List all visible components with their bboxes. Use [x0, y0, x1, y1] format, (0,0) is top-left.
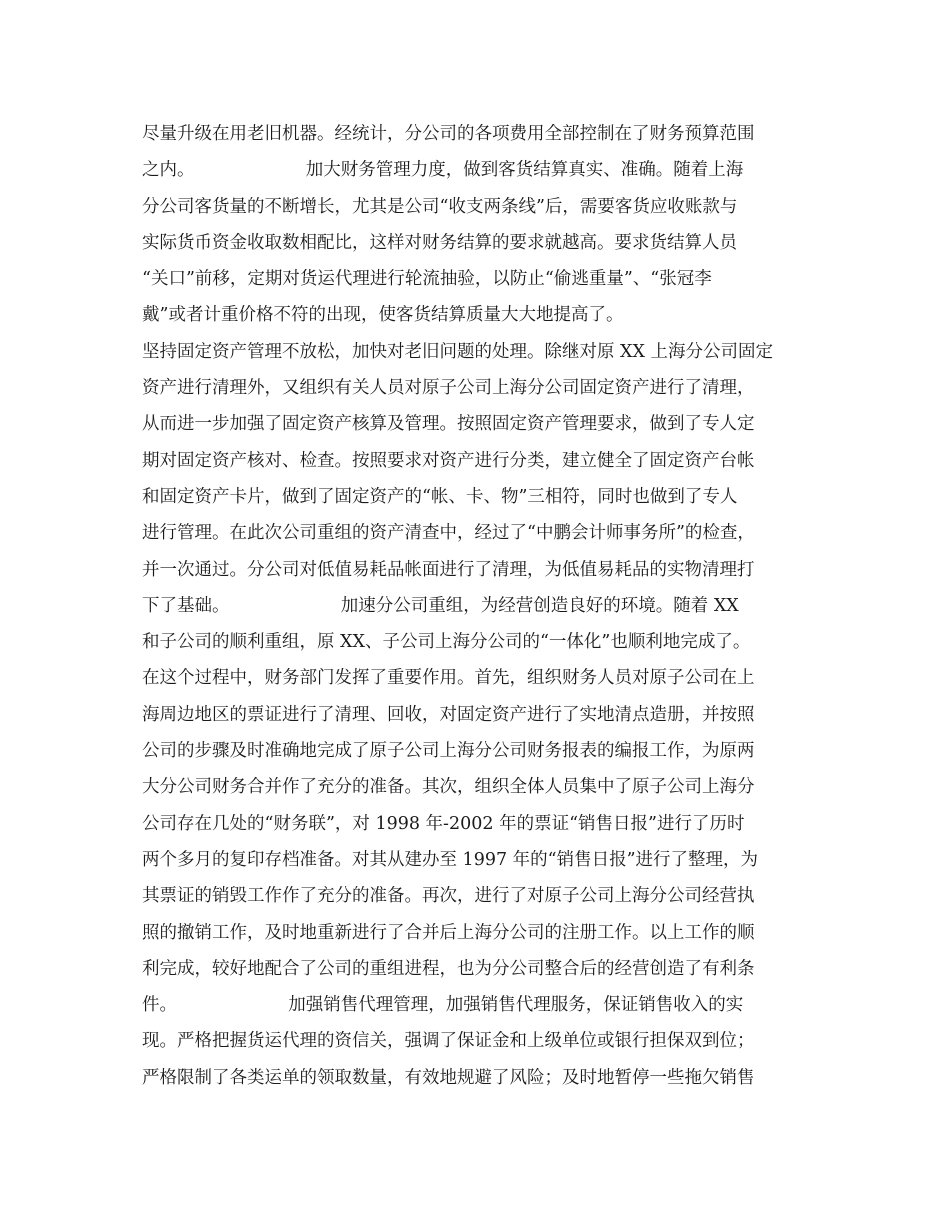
text-line: 严格限制了各类运单的领取数量，有效地规避了风险；及时地暂停一些拖欠销售 — [142, 1067, 755, 1088]
text-line: 利完成，较好地配合了公司的重组进程，也为分公司整合后的经营创造了有利条 — [142, 958, 755, 979]
text-line: 件。 加强销售代理管理，加强销售代理服务，保证销售收入的实 — [142, 995, 744, 1016]
text-line: 分公司客货量的不断增长，尤其是公司“收支两条线”后，需要客货应收账款与 — [142, 196, 738, 217]
text-line: 下了基础。 加速分公司重组，为经营创造良好的环境。随着 XX — [142, 595, 739, 616]
text-line: 在这个过程中，财务部门发挥了重要作用。首先，组织财务人员对原子公司在上 — [142, 668, 755, 689]
text-line: 和固定资产卡片，做到了固定资产的“帐、卡、物”三相符，同时也做到了专人 — [142, 486, 738, 507]
text-line: 之内。 加大财务管理力度，做到客货结算真实、准确。随着上海 — [142, 160, 744, 181]
text-line: 其票证的销毁工作作了充分的准备。再次，进行了对原子公司上海分公司经营执 — [142, 886, 755, 907]
text-line: 戴”或者计重价格不符的出现，使客货结算质量大大地提高了。 — [142, 305, 624, 326]
text-line: 进行管理。在此次公司重组的资产清查中，经过了“中鹏会计师事务所”的检查， — [142, 523, 755, 544]
text-line: 公司存在几处的“财务联”，对 1998 年-2002 年的票证“销售日报”进行了历时 — [142, 813, 745, 834]
text-line: 实际货币资金收取数相配比，这样对财务结算的要求就越高。要求货结算人员 — [142, 232, 737, 253]
text-line: 照的撤销工作，及时地重新进行了合并后上海分公司的注册工作。以上工作的顺 — [142, 922, 755, 943]
text-line: “关口”前移，定期对货运代理进行轮流抽验，以防止“偷逃重量”、“张冠李 — [142, 269, 712, 290]
text-line: 资产进行清理外，又组织有关人员对原子公司上海分公司固定资产进行了清理， — [142, 378, 755, 399]
text-line: 现。严格把握货运代理的资信关，强调了保证金和上级单位或银行担保双到位； — [142, 1031, 755, 1052]
text-line: 从而进一步加强了固定资产核算及管理。按照固定资产管理要求，做到了专人定 — [142, 414, 755, 435]
text-line: 海周边地区的票证进行了清理、回收，对固定资产进行了实地清点造册，并按照 — [142, 704, 755, 725]
body-text — [142, 116, 812, 1096]
text-line: 尽量升级在用老旧机器。经统计，分公司的各项费用全部控制在了财务预算范围 — [142, 124, 755, 144]
text-line: 两个多月的复印存档准备。对其从建办至 1997 年的“销售日报”进行了整理，为 — [142, 849, 759, 870]
text-line: 并一次通过。分公司对低值易耗品帐面进行了清理，为低值易耗品的实物清理打 — [142, 559, 755, 580]
text-line: 期对固定资产核对、检查。按照要求对资产进行分类，建立健全了固定资产台帐 — [142, 450, 755, 471]
text-line: 公司的步骤及时准确地完成了原子公司上海分公司财务报表的编报工作，为原两 — [142, 741, 755, 762]
text-line: 和子公司的顺利重组，原 XX、子公司上海分公司的“一体化”也顺利地完成了。 — [142, 632, 751, 653]
text-line: 大分公司财务合并作了充分的准备。其次，组织全体人员集中了原子公司上海分 — [142, 777, 755, 798]
text-line: 坚持固定资产管理不放松，加快对老旧问题的处理。除继对原 XX 上海分公司固定 — [142, 341, 774, 362]
